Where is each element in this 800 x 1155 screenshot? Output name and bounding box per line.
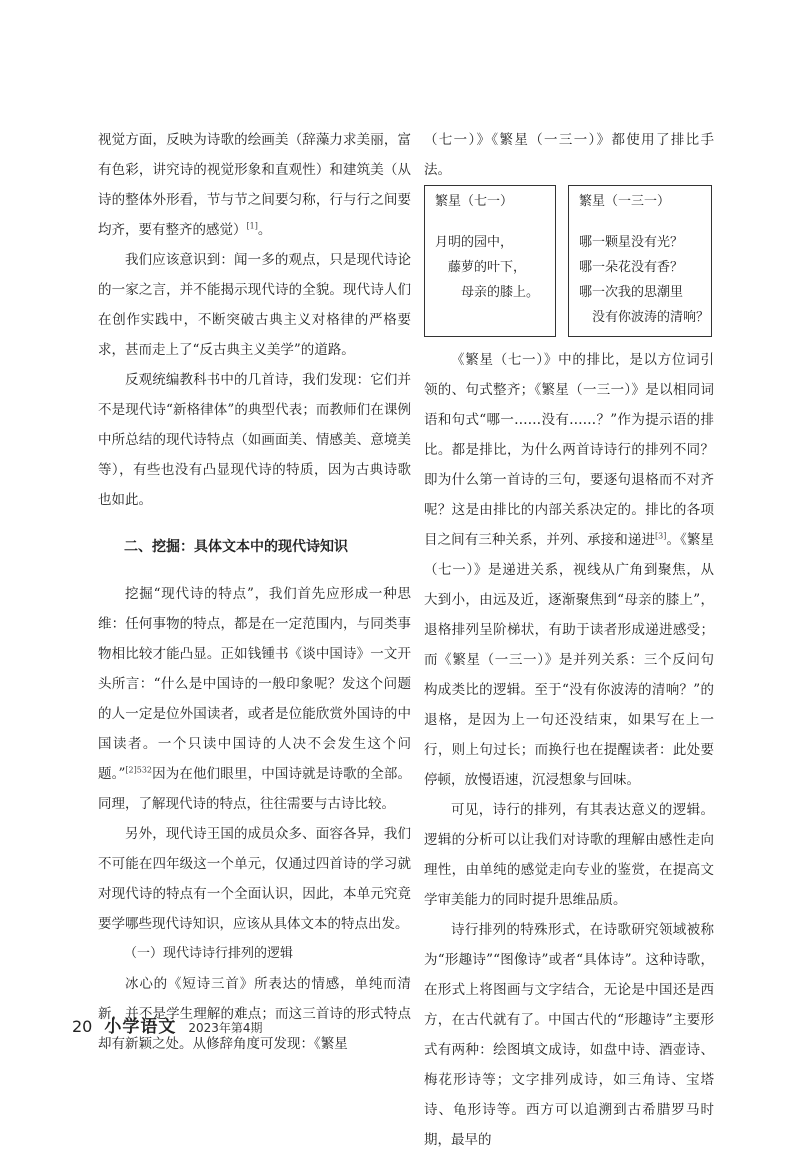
left-column (98, 125, 411, 1059)
poem-comparison (424, 185, 714, 337)
footnote-ref: [3] (655, 531, 667, 541)
paragraph (424, 345, 714, 795)
poem-line: 没有你波涛的清响？ (592, 310, 710, 325)
paragraph: 反观统编教科书中的几首诗，我们发现：它们并不是现代诗“新格律体”的典型代表；而教师们在课例中所总结的现代诗特点（如画面美、情感美、意境美等），有些也没有凸显现代诗的特质，因为古典诗歌也如此。 (98, 372, 411, 508)
text: 挖掘“现代诗的特点”，我们首先应形成一种思维：任何事物的特点，都是在一定范围内，与同类事物相比较才能凸显。正如钱锺书《谈中国诗》一文开头所言：“什么是中国诗的一般印象呢？发这个问题的人一定是位外国读者，或者是位能欣赏外国诗的中国读者。一个只读中国诗的人决不会发生这个问题。” (98, 586, 411, 782)
footnote-ref: [1] (246, 221, 258, 231)
text: 视觉方面，反映为诗歌的绘画美（辞藻力求美丽，富有色彩，讲究诗的视觉形象和直观性）和建筑美（从诗的整体外形看，节与节之间要匀称，行与行之间要均齐，要有整齐的感觉） (98, 132, 411, 238)
paragraph: 我们应该意识到：闻一多的观点，只是现代诗论的一家之言，并不能揭示现代诗的全貌。现代诗人们在创作实践中，不断突破古典主义对格律的严格要求，甚而走上了“反古典主义美学”的道路。 (98, 252, 411, 358)
poem-box-fanxing-131 (568, 185, 712, 337)
poem-title: 繁星（七一） (435, 194, 514, 209)
paragraph: 另外，现代诗王国的成员众多、面容各异，我们不可能在四年级这一个单元，仅通过四首诗的学习就对现代诗的特点有一个全面认识，因此，本单元究竟要学哪些现代诗知识，应该从具体文本的特点出发。 (98, 826, 411, 932)
paragraph (98, 125, 411, 245)
issue-label: 2023年第4期 (188, 1021, 263, 1035)
right-column (424, 125, 714, 1155)
page-footer (72, 1012, 263, 1037)
poem-title: 繁星（一三一） (579, 194, 671, 209)
poem-line: 哪一颗星没有光？ (579, 235, 684, 250)
poem-line: 哪一朵花没有香？ (579, 260, 684, 275)
poem-line: 藤萝的叶下， (448, 260, 527, 275)
footnote-ref: [2]532 (125, 765, 153, 775)
text: 。《繁星（七一）》是递进关系，视线从广角到聚焦，从大到小，由远及近，逐渐聚焦到“母亲的膝上”，退格排列呈阶梯状，有助于读者形成递进感受；而《繁星（一三一）》是并列关系：三个反问句构成类比的逻辑。至于“没有你波涛的清响？”的退格，是因为上一句还没结束，如果写在上一行，则上句过长；而换行也在提醒读者：此处要停顿，放慢语速，沉浸想象与回味。 (424, 532, 715, 788)
poem-line: 哪一次我的思潮里 (579, 285, 684, 300)
text: 。 (257, 222, 272, 238)
paragraph: 诗行排列的特殊形式，在诗歌研究领域被称为“形趣诗”“图像诗”或者“具体诗”。这种诗歌，在形式上将图画与文字结合，无论是中国还是西方，在古代就有了。中国古代的“形趣诗”主要形式有两种：绘图填文成诗，如盘中诗、酒壶诗、梅花形诗等；文字排列成诗，如三角诗、宝塔诗、龟形诗等。西方可以追溯到古希腊罗马时期，最早的 (424, 922, 714, 1148)
poem-line: 母亲的膝上。 (461, 285, 540, 300)
paragraph (98, 579, 411, 819)
magazine-name: 小学语文 (104, 1017, 177, 1037)
page-number: 20 (72, 1017, 93, 1036)
text: 因为在他们眼里，中国诗就是诗歌的全部。同理，了解现代诗的特点，往往需要与古诗比较。 (98, 766, 412, 812)
paragraph: 可见，诗行的排列，有其表达意义的逻辑。逻辑的分析可以让我们对诗歌的理解由感性走向理性，由单纯的感觉走向专业的鉴赏，在提高文学审美能力的同时提升思维品质。 (424, 802, 714, 908)
paragraph: （七一）》《繁星（一三一）》都使用了排比手法。 (424, 132, 714, 178)
poem-line: 月明的园中， (435, 235, 514, 250)
poem-box-fanxing-71 (424, 185, 556, 337)
text: 《繁星（七一）》中的排比，是以方位词引领的、句式整齐；《繁星（一三一）》是以相同词语和句式“哪一……没有……？”作为提示语的排比。都是排比，为什么两首诗诗行的排列不同？即为什么第一首诗的三句，要逐句退格而不对齐呢？这是由排比的内部关系决定的。排比的各项目之间有三种关系，并列、承接和递进 (424, 352, 714, 548)
paragraph: 冰心的《短诗三首》所表达的情感，单纯而清新，并不是学生理解的难点；而这三首诗的形式特点却有新颖之处。从修辞角度可发现：《繁星 (98, 976, 411, 1052)
subsection-heading: （一）现代诗诗行排列的逻辑 (124, 946, 294, 961)
section-heading: 二、挖掘：具体文本中的现代诗知识 (124, 539, 348, 555)
